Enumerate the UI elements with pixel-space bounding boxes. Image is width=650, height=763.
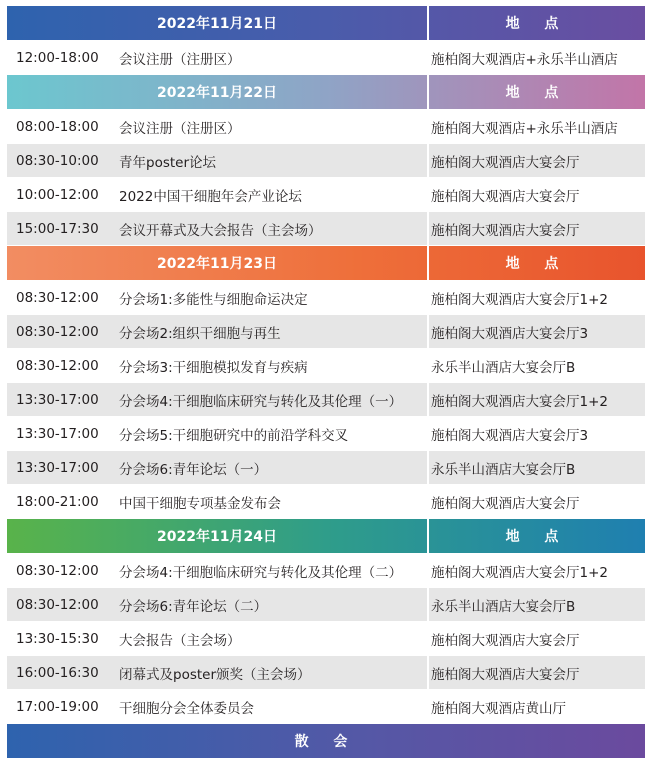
row-time: 08:30-10:00 bbox=[16, 152, 99, 169]
table-row bbox=[7, 588, 645, 621]
row-venue: 施柏阁大观酒店大宴会厅1+2 bbox=[431, 393, 608, 410]
location-header: 地 点 bbox=[505, 16, 569, 32]
table-row bbox=[7, 281, 645, 314]
day-date: 2022年11月23日 bbox=[157, 256, 277, 272]
row-time: 08:30-12:00 bbox=[16, 323, 99, 340]
row-time: 10:00-12:00 bbox=[16, 186, 99, 203]
day-header bbox=[7, 246, 645, 280]
row-venue: 施柏阁大观酒店+永乐半山酒店 bbox=[431, 120, 618, 137]
row-event: 分会场6:青年论坛（二） bbox=[119, 598, 268, 615]
table-row bbox=[7, 554, 645, 587]
row-event: 会议注册（注册区） bbox=[119, 120, 241, 137]
row-time: 13:30-15:30 bbox=[16, 630, 99, 647]
row-venue: 施柏阁大观酒店+永乐半山酒店 bbox=[431, 51, 618, 68]
day-date: 2022年11月24日 bbox=[157, 529, 277, 545]
row-event: 中国干细胞专项基金发布会 bbox=[119, 495, 281, 512]
row-venue: 施柏阁大观酒店大宴会厅 bbox=[431, 666, 580, 683]
row-venue: 永乐半山酒店大宴会厅B bbox=[431, 359, 576, 376]
row-time: 15:00-17:30 bbox=[16, 220, 99, 237]
row-time: 18:00-21:00 bbox=[16, 493, 99, 510]
row-time: 16:00-16:30 bbox=[16, 664, 99, 681]
row-event: 分会场3:干细胞模拟发育与疾病 bbox=[119, 359, 308, 376]
row-venue: 施柏阁大观酒店大宴会厅 bbox=[431, 188, 580, 205]
row-time: 17:00-19:00 bbox=[16, 698, 99, 715]
row-venue: 永乐半山酒店大宴会厅B bbox=[431, 598, 576, 615]
table-row bbox=[7, 622, 645, 655]
row-time: 08:30-12:00 bbox=[16, 289, 99, 306]
row-time: 13:30-17:00 bbox=[16, 459, 99, 476]
row-event: 分会场2:组织干细胞与再生 bbox=[119, 325, 281, 342]
row-time: 12:00-18:00 bbox=[16, 49, 99, 66]
location-header: 地 点 bbox=[505, 256, 569, 272]
row-time: 08:30-12:00 bbox=[16, 562, 99, 579]
day-header bbox=[7, 519, 645, 553]
row-event: 分会场4:干细胞临床研究与转化及其伦理（二） bbox=[119, 564, 403, 581]
table-row bbox=[7, 110, 645, 143]
schedule-table bbox=[7, 6, 645, 758]
row-venue: 施柏阁大观酒店大宴会厅1+2 bbox=[431, 291, 608, 308]
row-venue: 施柏阁大观酒店大宴会厅 bbox=[431, 154, 580, 171]
row-time: 08:00-18:00 bbox=[16, 118, 99, 135]
table-row bbox=[7, 315, 645, 348]
row-event: 分会场1:多能性与细胞命运决定 bbox=[119, 291, 308, 308]
table-row bbox=[7, 349, 645, 382]
row-venue: 施柏阁大观酒店大宴会厅3 bbox=[431, 325, 589, 342]
table-row bbox=[7, 178, 645, 211]
table-row bbox=[7, 41, 645, 74]
day-date: 2022年11月22日 bbox=[157, 85, 277, 101]
row-time: 13:30-17:00 bbox=[16, 391, 99, 408]
row-venue: 施柏阁大观酒店大宴会厅 bbox=[431, 495, 580, 512]
row-event: 大会报告（主会场） bbox=[119, 632, 241, 649]
row-event: 会议开幕式及大会报告（主会场） bbox=[119, 222, 322, 239]
table-row bbox=[7, 690, 645, 723]
closing-banner: 散 会 bbox=[7, 724, 645, 758]
row-event: 2022中国干细胞年会产业论坛 bbox=[119, 188, 302, 205]
row-event: 会议注册（注册区） bbox=[119, 51, 241, 68]
location-header: 地 点 bbox=[505, 529, 569, 545]
day-header bbox=[7, 6, 645, 40]
row-event: 分会场4:干细胞临床研究与转化及其伦理（一） bbox=[119, 393, 403, 410]
day-date: 2022年11月21日 bbox=[157, 16, 277, 32]
location-header: 地 点 bbox=[505, 85, 569, 101]
row-venue: 施柏阁大观酒店黄山厅 bbox=[431, 700, 566, 717]
table-row bbox=[7, 144, 645, 177]
table-row bbox=[7, 451, 645, 484]
row-venue: 永乐半山酒店大宴会厅B bbox=[431, 461, 576, 478]
row-event: 青年poster论坛 bbox=[119, 154, 217, 171]
row-event: 干细胞分会全体委员会 bbox=[119, 700, 254, 717]
table-row bbox=[7, 656, 645, 689]
table-row bbox=[7, 485, 645, 518]
table-row bbox=[7, 383, 645, 416]
row-venue: 施柏阁大观酒店大宴会厅 bbox=[431, 222, 580, 239]
row-venue: 施柏阁大观酒店大宴会厅1+2 bbox=[431, 564, 608, 581]
table-row bbox=[7, 212, 645, 245]
row-event: 闭幕式及poster颁奖（主会场） bbox=[119, 666, 311, 683]
row-event: 分会场5:干细胞研究中的前沿学科交叉 bbox=[119, 427, 349, 444]
day-header bbox=[7, 75, 645, 109]
row-time: 13:30-17:00 bbox=[16, 425, 99, 442]
row-venue: 施柏阁大观酒店大宴会厅 bbox=[431, 632, 580, 649]
table-row bbox=[7, 417, 645, 450]
row-time: 08:30-12:00 bbox=[16, 596, 99, 613]
row-event: 分会场6:青年论坛（一） bbox=[119, 461, 268, 478]
row-time: 08:30-12:00 bbox=[16, 357, 99, 374]
row-venue: 施柏阁大观酒店大宴会厅3 bbox=[431, 427, 589, 444]
